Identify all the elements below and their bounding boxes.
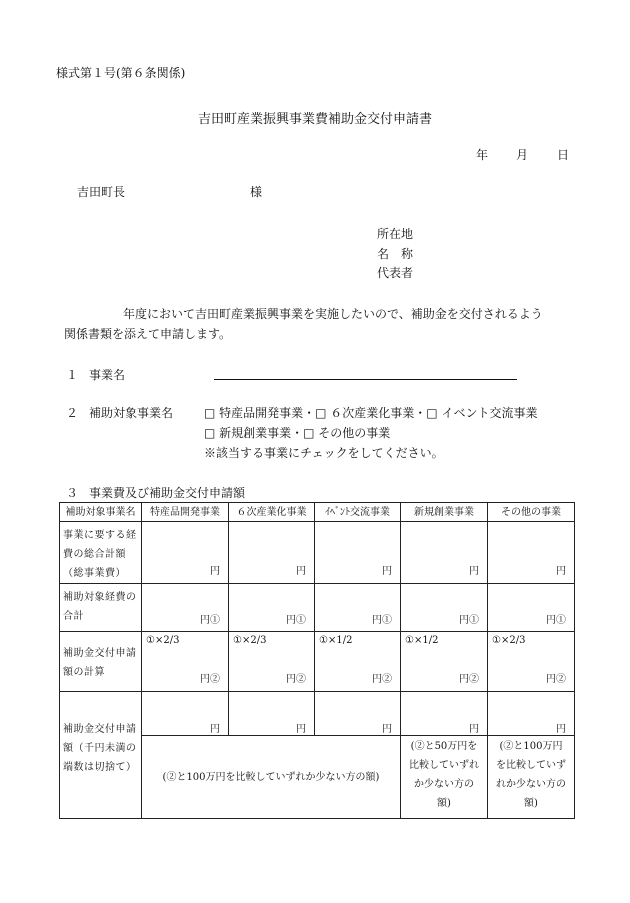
table-cell: 円 — [229, 522, 315, 584]
table-cell: ①×2/3 円② — [142, 632, 229, 692]
table-cell: 円① — [488, 584, 575, 632]
section3-label: 事業費及び補助金交付申請額 — [89, 486, 246, 500]
section1-label: 事業名 — [89, 368, 126, 382]
table-cell: 円 — [315, 522, 401, 584]
table-row — [60, 522, 575, 584]
body-text-line2: 関係書類を添えて申請します。 — [64, 327, 232, 341]
row-label-eligible-cost: 補助対象経費の 合計 — [60, 584, 142, 632]
table-cell: 円① — [229, 584, 315, 632]
applicant-representative-label: 代表者 — [377, 266, 414, 280]
section1-number: １ — [66, 368, 79, 382]
addressee-honorific: 様 — [250, 185, 263, 199]
addressee-name: 吉田町長 — [77, 185, 126, 199]
note-other-business-rule: (②と100万円 を比較していず れか少ない方の 額) — [488, 736, 575, 819]
table-cell: 円 — [401, 522, 488, 584]
table-row — [60, 632, 575, 692]
table-cell: 円 — [488, 692, 575, 736]
applicant-address-label: 所在地 — [377, 227, 414, 241]
note-common-rule: (②と100万円を比較していずれか少ない方の額) — [142, 736, 401, 819]
table-cell: 円 — [142, 692, 229, 736]
table-cell: 円 — [401, 692, 488, 736]
table-header: 新規創業事業 — [401, 503, 488, 522]
table-header: その他の事業 — [488, 503, 575, 522]
project-type-note: ※該当する事業にチェックをしてください。 — [204, 446, 444, 460]
row-label-calculation: 補助金交付申請 額の計算 — [60, 632, 142, 692]
table-cell: 円① — [142, 584, 229, 632]
section3-number: ３ — [66, 486, 79, 500]
section2-label: 補助対象事業名 — [89, 406, 174, 420]
document-title: 吉田町産業振興事業費補助金交付申請書 — [198, 112, 433, 127]
table-header: ６次産業化事業 — [229, 503, 315, 522]
table-cell: 円 — [488, 522, 575, 584]
table-header-row — [60, 503, 575, 522]
budget-table — [59, 502, 575, 819]
table-cell: 円① — [401, 584, 488, 632]
table-cell: ①×1/2 円② — [401, 632, 488, 692]
table-cell: ①×1/2 円② — [315, 632, 401, 692]
date-day: 日 — [557, 148, 570, 162]
table-cell: 円 — [142, 522, 229, 584]
table-header: 特産品開発事業 — [142, 503, 229, 522]
table-row — [60, 584, 575, 632]
form-number: 様式第１号(第６条関係) — [56, 66, 186, 80]
table-header: 補助対象事業名 — [60, 503, 142, 522]
date-month: 月 — [516, 148, 529, 162]
row-label-total-cost: 事業に要する経 費の総合計額 （総事業費） — [60, 522, 142, 584]
section2-number: ２ — [66, 406, 79, 420]
date-year: 年 — [476, 148, 489, 162]
project-type-options-row1: □ 特産品開発事業・□ ６次産業化事業・□ イベント交流事業 — [204, 406, 538, 420]
table-cell: ①×2/3 円② — [229, 632, 315, 692]
table-cell: ①×2/3 円② — [488, 632, 575, 692]
table-cell: 円 — [315, 692, 401, 736]
note-new-business-rule: (②と50万円を 比較していずれ か少ない方の 額) — [401, 736, 488, 819]
project-name-underline — [214, 379, 517, 380]
table-cell: 円 — [229, 692, 315, 736]
applicant-name-label: 名 称 — [377, 247, 414, 261]
table-header: ｲﾍﾞﾝﾄ交流事業 — [315, 503, 401, 522]
row-label-requested-amount: 補助金交付申請 額（千円未満の 端数は切捨て） — [60, 692, 142, 819]
body-text-line1: 年度において吉田町産業振興事業を実施したいので、補助金を交付されるよう — [123, 307, 543, 321]
table-row — [60, 692, 575, 736]
project-type-options-row2: □ 新規創業事業・□ その他の事業 — [204, 426, 391, 440]
table-cell: 円① — [315, 584, 401, 632]
